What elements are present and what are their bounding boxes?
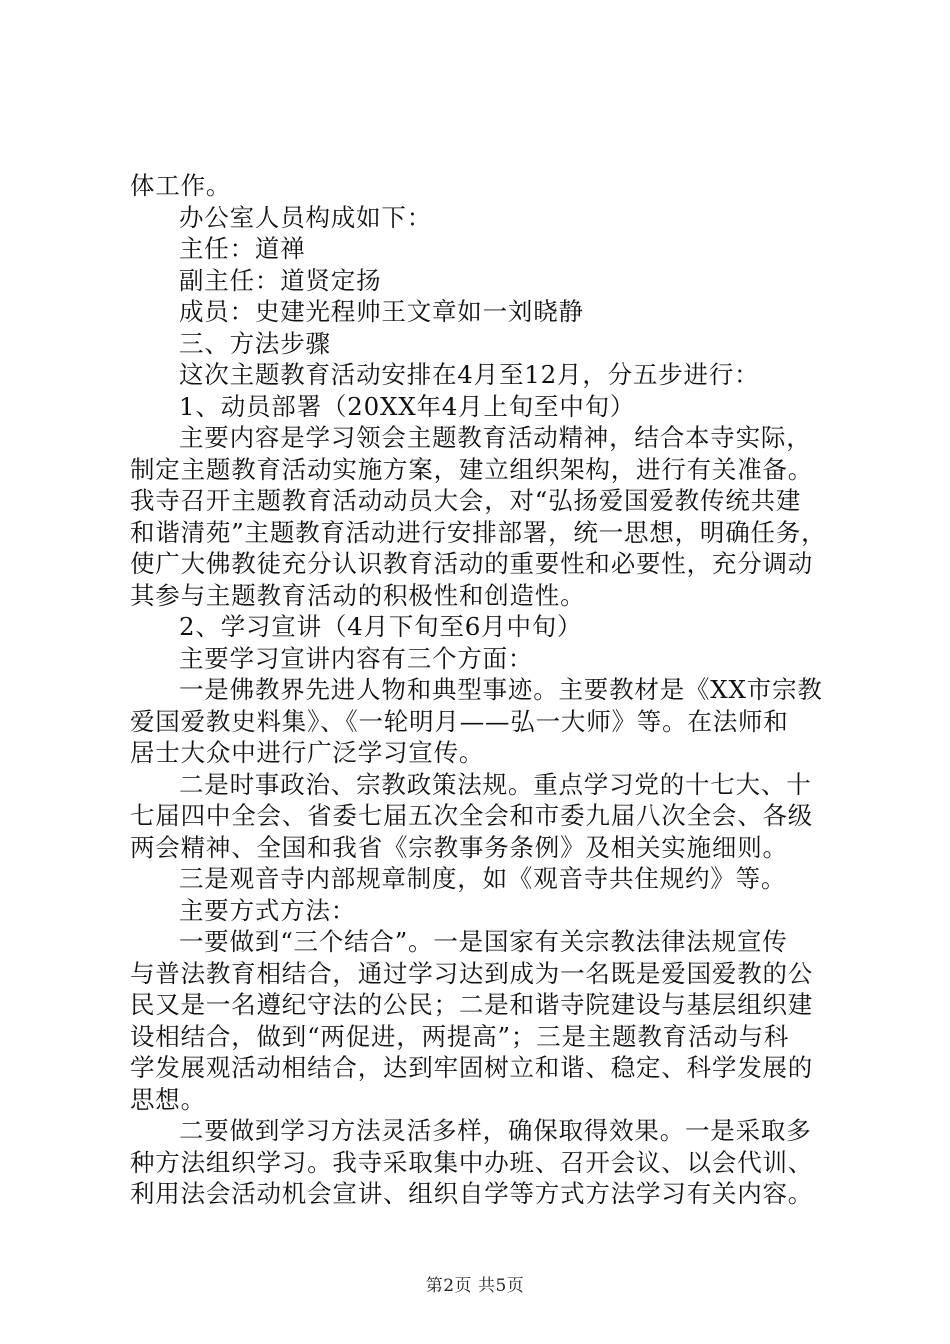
text-line: 体工作。 — [130, 171, 232, 200]
text-line: 学发展观活动相结合，达到牢固树立和谐、稳定、科学发展的 — [130, 1053, 814, 1082]
text-line: 我寺召开主题教育活动动员大会，对“弘扬爱国爱教传统共建 — [130, 486, 802, 515]
text-line: 制定主题教育活动实施方案，建立组织架构，进行有关准备。 — [130, 454, 814, 484]
text-line: 主要学习宣讲内容有三个方面： — [179, 643, 534, 673]
text-line: 两会精神、全国和我省《宗教事务条例》及相关实施细则。 — [130, 832, 788, 862]
text-line: 利用法会活动机会宣讲、组织自学等方式方法学习有关内容。 — [130, 1179, 814, 1208]
text-line: 2、学习宣讲（4月下旬至6月中旬） — [179, 612, 583, 641]
text-line: 办公室人员构成如下： — [179, 202, 432, 232]
text-line: 与普法教育相结合，通过学习达到成为一名既是爱国爱教的公 — [130, 958, 814, 988]
text-line: 一要做到“三个结合”。一是国家有关宗教法律法规宣传 — [179, 927, 788, 956]
text-line: 和谐清苑”主题教育活动进行安排部署，统一思想，明确任务， — [130, 517, 827, 547]
text-line: 二要做到学习方法灵活多样，确保取得效果。一是采取多 — [179, 1116, 812, 1145]
text-line: 民又是一名遵纪守法的公民；二是和谐寺院建设与基层组织建 — [130, 990, 814, 1019]
text-line: 主任：道禅 — [179, 234, 306, 263]
page-footer: 第2页 共5页 — [425, 1276, 525, 1296]
text-line: 副主任：道贤定扬 — [179, 265, 382, 295]
text-line: 成员：史建光程帅王文章如一刘晓静 — [179, 297, 584, 326]
text-line: 三是观音寺内部规章制度，如《观音寺共住规约》等。 — [179, 864, 787, 893]
text-line: 这次主题教育活动安排在4月至12月，分五步进行： — [179, 360, 760, 389]
text-line: 思想。 — [130, 1084, 206, 1114]
text-line: 七届四中全会、省委七届五次全会和市委九届八次全会、各级 — [130, 801, 814, 830]
text-line: 三、方法步骤 — [179, 328, 331, 358]
text-line: 1、动员部署（20XX年4月上旬至中旬） — [179, 391, 636, 421]
text-line: 种方法组织学习。我寺采取集中办班、召开会议、以会代训、 — [130, 1147, 814, 1177]
document-body — [130, 170, 835, 1210]
text-line: 二是时事政治、宗教政策法规。重点学习党的十七大、十 — [179, 769, 812, 799]
text-line: 主要方式方法： — [179, 895, 357, 925]
text-line: 使广大佛教徒充分认识教育活动的重要性和必要性，充分调动 — [130, 549, 814, 578]
text-line: 设相结合，做到“两促进，两提高”；三是主题教育活动与科 — [130, 1021, 790, 1051]
text-line: 其参与主题教育活动的积极性和创造性。 — [130, 580, 586, 610]
text-line: 主要内容是学习领会主题教育活动精神，结合本寺实际， — [179, 423, 812, 452]
text-line: 居士大众中进行广泛学习宣传。 — [130, 738, 485, 767]
text-line: 一是佛教界先进人物和典型事迹。主要教材是《XX市宗教 — [179, 675, 823, 704]
text-line: 爱国爱教史料集》、《一轮明月——弘一大师》等。在法师和 — [130, 706, 789, 736]
